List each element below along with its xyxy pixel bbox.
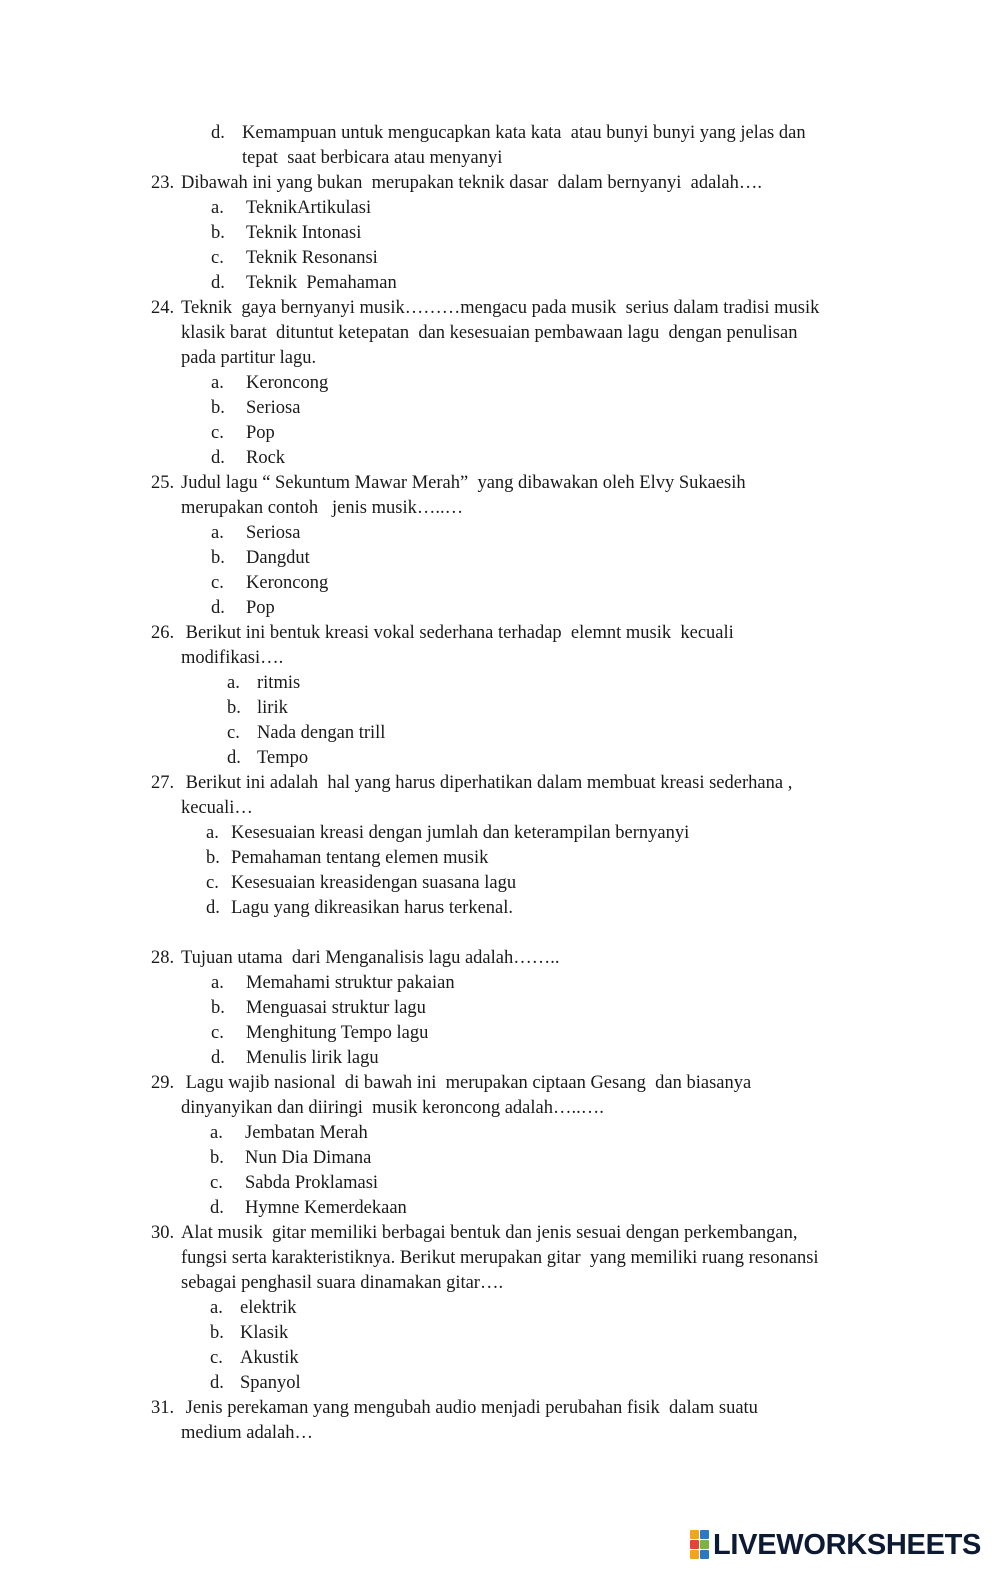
question-text-cont: sebagai penghasil suara dinamakan gitar…. <box>181 1273 504 1293</box>
question-number: 28. <box>151 948 175 968</box>
option-b-letter: b. <box>210 1323 224 1343</box>
question-text: Lagu wajib nasional di bawah ini merupakan ciptaan Gesang dan biasanya <box>181 1073 752 1093</box>
option-d-letter: d. <box>227 748 241 768</box>
option-a-letter: a. <box>206 823 219 843</box>
liveworksheets-logo-icon <box>690 1530 710 1560</box>
question-text-cont: modifikasi…. <box>181 648 284 668</box>
option-c-letter: c. <box>211 423 224 443</box>
option-c-text[interactable]: Nada dengan trill <box>257 723 386 743</box>
option-c-letter: c. <box>211 248 224 268</box>
option-a-text[interactable]: Keroncong <box>246 373 329 393</box>
option-c-text[interactable]: Pop <box>246 423 275 443</box>
option-c-letter: c. <box>210 1173 223 1193</box>
option-b-text[interactable]: Pemahaman tentang elemen musik <box>231 848 489 868</box>
option-b-letter: b. <box>206 848 220 868</box>
option-a-letter: a. <box>210 1298 223 1318</box>
brand-name: LIVEWORKSHEETS <box>713 1528 982 1561</box>
option-c-text[interactable]: Menghitung Tempo lagu <box>246 1023 429 1043</box>
question-text-cont: kecuali… <box>181 798 253 818</box>
option-c-text[interactable]: Teknik Resonansi <box>246 248 378 268</box>
logo-block <box>690 1540 699 1549</box>
question-text-cont: merupakan contoh jenis musik…..… <box>181 498 464 518</box>
option-b-letter: b. <box>211 548 225 568</box>
option-b-letter: b. <box>210 1148 224 1168</box>
option-c-text[interactable]: Keroncong <box>246 573 329 593</box>
option-b-text[interactable]: Klasik <box>240 1323 289 1343</box>
question-text: Alat musik gitar memiliki berbagai bentuk dan jenis sesuai dengan perkembangan, <box>181 1223 798 1243</box>
liveworksheets-brand <box>690 1525 981 1565</box>
option-d-text[interactable]: Menulis lirik lagu <box>246 1048 379 1068</box>
option-c-letter: c. <box>210 1348 223 1368</box>
question-text: Dibawah ini yang bukan merupakan teknik dasar dalam bernyanyi adalah…. <box>181 173 763 193</box>
logo-block <box>690 1530 699 1539</box>
option-a-text[interactable]: elektrik <box>240 1298 297 1318</box>
option-b-letter: b. <box>211 223 225 243</box>
question-text: Jenis perekaman yang mengubah audio menjadi perubahan fisik dalam suatu <box>181 1398 758 1418</box>
prev-option-d-text-cont: tepat saat berbicara atau menyanyi <box>242 148 503 168</box>
option-a-letter: a. <box>210 1123 223 1143</box>
option-c-letter: c. <box>211 573 224 593</box>
option-a-letter: a. <box>211 373 224 393</box>
question-text: Berikut ini bentuk kreasi vokal sederhana terhadap elemnt musik kecuali <box>181 623 734 643</box>
option-b-letter: b. <box>211 998 225 1018</box>
question-text: Berikut ini adalah hal yang harus diperhatikan dalam membuat kreasi sederhana , <box>181 773 793 793</box>
option-d-text[interactable]: Spanyol <box>240 1373 301 1393</box>
question-number: 25. <box>151 473 175 493</box>
logo-block <box>690 1550 699 1559</box>
question-text-cont: medium adalah… <box>181 1423 314 1443</box>
option-d-letter: d. <box>211 598 225 618</box>
option-d-letter: d. <box>211 273 225 293</box>
option-d-text[interactable]: Teknik Pemahaman <box>246 273 397 293</box>
option-d-text[interactable]: Hymne Kemerdekaan <box>245 1198 407 1218</box>
option-c-letter: c. <box>206 873 219 893</box>
question-text-cont: klasik barat dituntut ketepatan dan kesesuaian pembawaan lagu dengan penulisan <box>181 323 798 343</box>
option-b-text[interactable]: Menguasai struktur lagu <box>246 998 426 1018</box>
option-b-letter: b. <box>227 698 241 718</box>
option-b-text[interactable]: Nun Dia Dimana <box>245 1148 372 1168</box>
option-b-text[interactable]: Dangdut <box>246 548 310 568</box>
question-text-cont: pada partitur lagu. <box>181 348 317 368</box>
question-text: Tujuan utama dari Menganalisis lagu adalah…….. <box>181 948 560 968</box>
option-d-letter: d. <box>211 1048 225 1068</box>
option-a-letter: a. <box>211 973 224 993</box>
option-c-text[interactable]: Kesesuaian kreasidengan suasana lagu <box>231 873 517 893</box>
option-c-text[interactable]: Sabda Proklamasi <box>245 1173 379 1193</box>
option-d-letter: d. <box>206 898 220 918</box>
question-number: 30. <box>151 1223 175 1243</box>
option-a-text[interactable]: Seriosa <box>246 523 301 543</box>
prev-option-d-letter: d. <box>211 123 225 143</box>
option-a-text[interactable]: ritmis <box>257 673 301 693</box>
option-d-letter: d. <box>210 1198 224 1218</box>
option-b-text[interactable]: lirik <box>257 698 288 718</box>
logo-block <box>700 1530 709 1539</box>
option-d-text[interactable]: Rock <box>246 448 286 468</box>
option-a-text[interactable]: Jembatan Merah <box>245 1123 368 1143</box>
option-b-text[interactable]: Teknik Intonasi <box>246 223 362 243</box>
option-a-text[interactable]: Memahami struktur pakaian <box>246 973 455 993</box>
question-number: 27. <box>151 773 175 793</box>
option-d-letter: d. <box>210 1373 224 1393</box>
option-c-text[interactable]: Akustik <box>240 1348 299 1368</box>
option-d-letter: d. <box>211 448 225 468</box>
option-a-text[interactable]: TeknikArtikulasi <box>246 198 372 218</box>
option-a-letter: a. <box>211 198 224 218</box>
option-d-text[interactable]: Lagu yang dikreasikan harus terkenal. <box>231 898 514 918</box>
option-b-letter: b. <box>211 398 225 418</box>
logo-block <box>700 1550 709 1559</box>
option-b-text[interactable]: Seriosa <box>246 398 301 418</box>
option-a-text[interactable]: Kesesuaian kreasi dengan jumlah dan keterampilan bernyanyi <box>231 823 690 843</box>
option-d-text[interactable]: Tempo <box>257 748 309 768</box>
question-text: Judul lagu “ Sekuntum Mawar Merah” yang dibawakan oleh Elvy Sukaesih <box>181 473 746 493</box>
question-number: 23. <box>151 173 175 193</box>
question-text-cont: dinyanyikan dan diiringi musik keroncong adalah…..…. <box>181 1098 604 1118</box>
option-d-text[interactable]: Pop <box>246 598 275 618</box>
question-number: 24. <box>151 298 175 318</box>
question-number: 29. <box>151 1073 175 1093</box>
question-number: 31. <box>151 1398 175 1418</box>
option-a-letter: a. <box>227 673 240 693</box>
option-a-letter: a. <box>211 523 224 543</box>
option-c-letter: c. <box>211 1023 224 1043</box>
question-text-cont: fungsi serta karakteristiknya. Berikut merupakan gitar yang memiliki ruang resonansi <box>181 1248 819 1268</box>
logo-block <box>700 1540 709 1549</box>
prev-option-d-text: Kemampuan untuk mengucapkan kata kata atau bunyi bunyi yang jelas dan <box>242 123 806 143</box>
question-text: Teknik gaya bernyanyi musik………mengacu pada musik serius dalam tradisi musik <box>181 298 820 318</box>
question-number: 26. <box>151 623 175 643</box>
option-c-letter: c. <box>227 723 240 743</box>
